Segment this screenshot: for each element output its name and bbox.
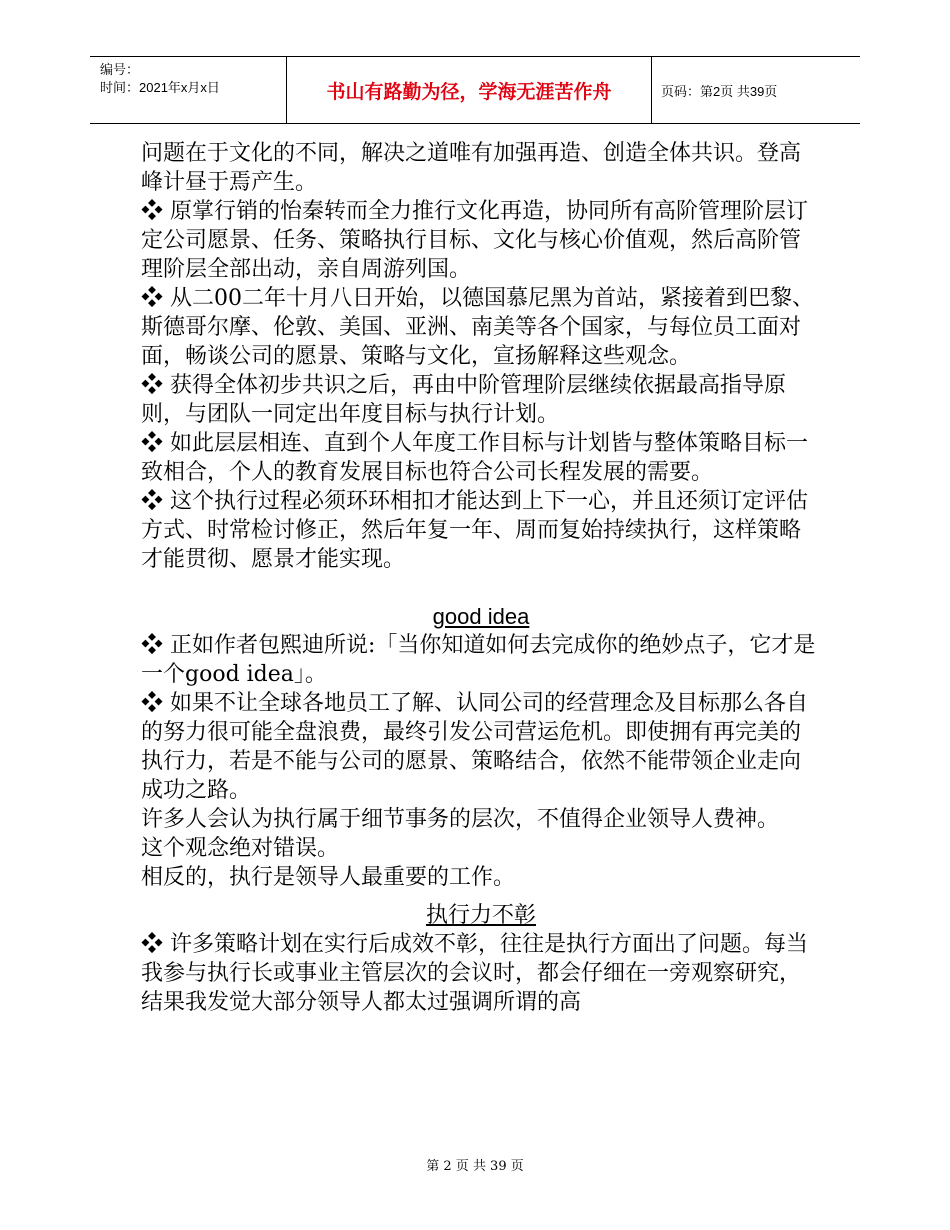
bullet-paragraph: ❖ 如此层层相连、直到个人年度工作目标与计划皆与整体策略目标一致相合，个人的教育发展目标也符合公司长程发展的需要。 [141,429,821,487]
bullet-paragraph: ❖ 原掌行销的怡秦转而全力推行文化再造，协同所有高阶管理阶层订定公司愿景、任务、策略执行目标、文化与核心价值观，然后高阶管理阶层全部出动，亲自周游列国。 [141,197,821,284]
paragraph: 问题在于文化的不同，解决之道唯有加强再造、创造全体共识。登高峰计昼于焉产生。 [141,141,802,195]
paragraph: 相反的，执行是领导人最重要的工作。 [141,865,516,890]
bullet-paragraph: ❖ 获得全体初步共识之后，再由中阶管理阶层继续依据最高指导原则，与团队一同定出年度目标与执行计划。 [141,371,821,429]
bullet-paragraph: ❖ 正如作者包熙迪所说:「当你知道如何去完成你的绝妙点子，它才是一个good idea」。 [141,631,821,689]
paragraph: 这个观念绝对错误。 [141,836,340,861]
section-heading-good-idea: good idea [432,604,530,629]
page-header [90,56,860,124]
bullet-paragraph: ❖ 这个执行过程必须环环相扣才能达到上下一心，并且还须订定评估方式、时常检讨修正，然后年复一年、周而复始持续执行，这样策略才能贯彻、愿景才能实现。 [141,487,821,574]
header-motto: 书山有路勤为径，学海无涯苦作舟 [286,57,652,123]
bullet-paragraph: ❖ 从二00二年十月八日开始，以德国慕尼黑为首站，紧接着到巴黎、斯德哥尔摩、伦敦、美国、亚洲、南美等各个国家，与每位员工面对面，畅谈公司的愿景、策略与文化，宣扬解释这些观念。 [141,284,821,371]
section-heading-execution: 执行力不彰 [425,903,536,928]
page-footer: 第 2 页 共 39 页 [426,1159,524,1174]
bullet-paragraph: ❖ 如果不让全球各地员工了解、认同公司的经营理念及目标那么各自的努力很可能全盘浪费，最终引发公司营运危机。即使拥有再完美的执行力，若是不能与公司的愿景、策略结合，依然不能带领企业走向成功之路。 [141,689,821,805]
time-label: 时间：2021年x月x日 [100,80,220,95]
number-label: 编号： [100,62,140,77]
paragraph: 许多人会认为执行属于细节事务的层次，不值得企业领导人费神。 [141,807,780,832]
bullet-paragraph: ❖ 许多策略计划在实行后成效不彰，往往是执行方面出了问题。每当我参与执行长或事业主管层次的会议时，都会仔细在一旁观察研究，结果我发觉大部分领导人都太过强调所谓的高 [141,930,821,1017]
header-page-info: 页码：第2页 共39页 [661,83,778,99]
header-meta [90,57,286,123]
document-body [141,139,821,1017]
